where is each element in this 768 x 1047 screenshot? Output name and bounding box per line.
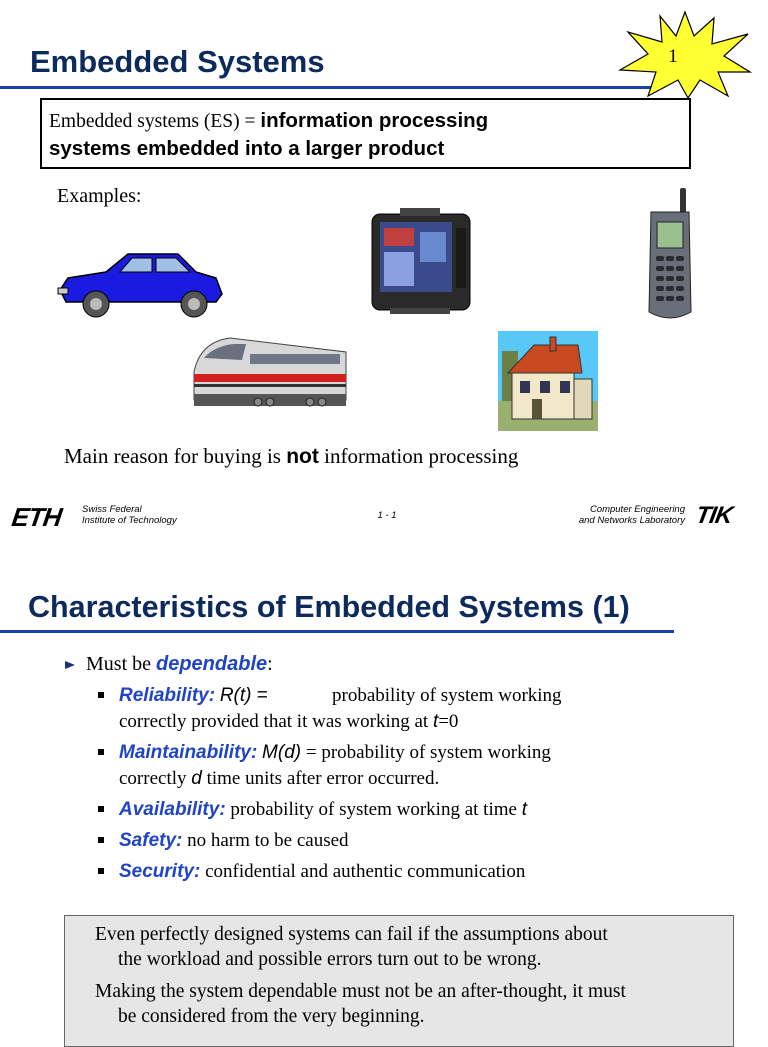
title-underline (0, 630, 674, 633)
item-line-1 (119, 797, 527, 823)
lab-line-2: and Networks Laboratory (578, 515, 685, 526)
tv-image (370, 208, 480, 316)
item-text-1: probability of system working (321, 742, 551, 763)
item-line-1 (119, 740, 551, 766)
train-image (190, 328, 350, 410)
reason-bold: not (286, 445, 319, 468)
item-text: no harm to be caused (182, 830, 349, 851)
item-term: Reliability: (119, 685, 216, 706)
item-text-2b: time units after error occurred. (201, 768, 440, 789)
triangle-bullet-icon (64, 659, 76, 671)
reason-suffix: information processing (318, 444, 519, 468)
definition-line-2: systems embedded into a larger product (49, 137, 445, 160)
item-text-2a: correctly (119, 768, 192, 789)
item-line-1 (119, 683, 562, 709)
note-line-1: Even perfectly designed systems can fail if the assumptions about (95, 924, 608, 945)
eth-line-1: Swiss Federal (82, 504, 142, 515)
page-number: 1 - 1 (377, 510, 397, 521)
item-text: confidential and authentic communication (200, 861, 526, 882)
note-box (64, 915, 734, 1047)
title-underline (0, 86, 662, 89)
tik-logo: TIK (693, 502, 735, 529)
slide-number-badge (618, 10, 752, 100)
item-term: Availability: (119, 799, 226, 820)
slide-title: Embedded Systems (30, 44, 325, 79)
item-text: probability of system working at time (225, 799, 522, 820)
item-eq: = (251, 685, 268, 706)
item-term: Maintainability: (119, 742, 258, 763)
reason-prefix: Main reason for buying is (64, 444, 287, 468)
definition-bold-1: information processing (260, 109, 489, 132)
slide-title: Characteristics of Embedded Systems (1) (28, 590, 630, 624)
item-text-1: probability of system working (332, 685, 562, 706)
lead-term: dependable (156, 653, 268, 675)
item-term: Security: (119, 861, 201, 882)
item-line-1 (119, 859, 525, 885)
definition-box (40, 98, 691, 169)
main-reason-text (64, 444, 518, 469)
lab-line-1: Computer Engineering (589, 504, 685, 515)
mobile-phone-image (645, 188, 695, 324)
eth-logo: ETH (9, 502, 64, 532)
square-bullet-icon (98, 868, 104, 874)
square-bullet-icon (98, 692, 104, 698)
eth-line-2: Institute of Technology (82, 515, 177, 526)
square-bullet-icon (98, 837, 104, 843)
note-line-4: be considered from the very beginning. (118, 1006, 425, 1027)
item-text-2b: =0 (438, 711, 459, 732)
item-term: Safety: (119, 830, 183, 851)
lead-suffix: : (267, 653, 273, 675)
item-line-2 (119, 766, 439, 792)
item-var: t (521, 799, 527, 820)
note-line-3: Making the system dependable must not be an after-thought, it must (95, 981, 626, 1002)
item-symbol: M(d) (262, 742, 302, 763)
definition-line-1 (49, 109, 488, 133)
square-bullet-icon (98, 749, 104, 755)
lead-prefix: Must be (86, 653, 156, 675)
car-image (56, 248, 226, 328)
examples-label: Examples: (57, 185, 142, 207)
item-var: d (191, 768, 202, 789)
eth-name (82, 504, 177, 526)
item-eq: = (301, 742, 322, 763)
lab-name (540, 504, 685, 526)
item-line-2 (119, 709, 458, 735)
square-bullet-icon (98, 806, 104, 812)
definition-prefix: Embedded systems (ES) = (49, 111, 261, 132)
item-symbol: R(t) (219, 685, 252, 706)
item-line-1 (119, 828, 349, 854)
item-var: t (432, 711, 439, 732)
slide-2 (0, 560, 768, 1027)
note-line-2: the workload and possible errors turn out to be wrong. (118, 949, 542, 970)
lead-bullet (64, 651, 273, 677)
slide-number: 1 (668, 46, 678, 67)
item-text-2a: correctly provided that it was working at (119, 711, 433, 732)
house-image (498, 331, 598, 431)
